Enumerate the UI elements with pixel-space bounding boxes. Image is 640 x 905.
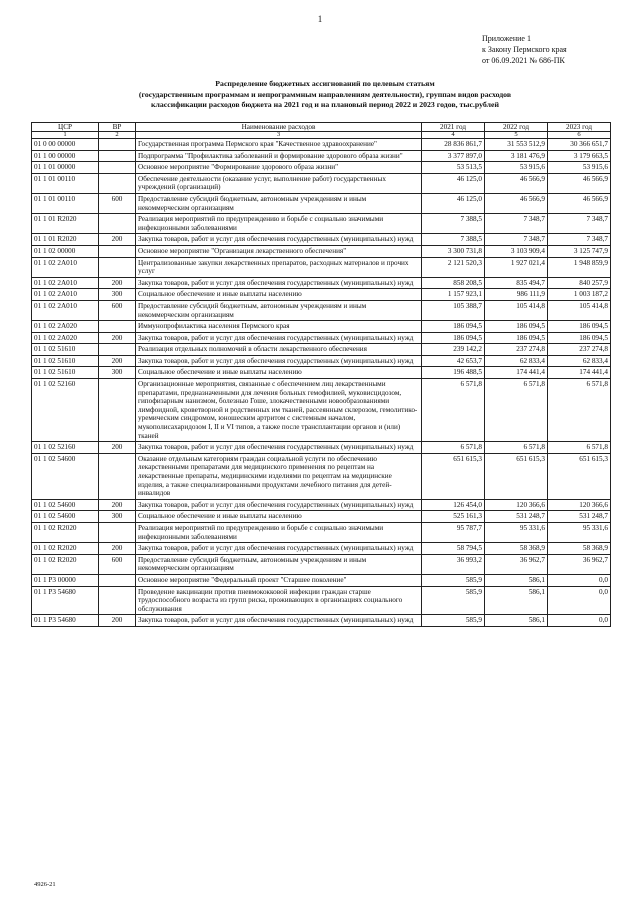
cell-2023: 1 948 859,9 [548,257,611,277]
cell-2022: 31 553 512,9 [485,139,548,151]
cell-2022: 120 366,6 [485,499,548,511]
cell-vr: 300 [99,289,136,301]
cell-2022: 46 566,9 [485,193,548,213]
cell-2023: 1 003 187,2 [548,289,611,301]
cell-name: Социальное обеспечение и иные выплаты населению [136,367,422,379]
cell-vr: 200 [99,355,136,367]
cell-vr: 200 [99,615,136,627]
cell-2022: 586,1 [485,574,548,586]
cell-vr: 600 [99,554,136,574]
header-csr: ЦСР [32,123,99,132]
cell-name: Предоставление субсидий бюджетным, автономным учреждениям и иным некоммерческим организациям [136,193,422,213]
table-row [32,139,611,151]
cell-2021: 186 094,5 [422,321,485,333]
footer-code: 4926-21 [34,881,56,888]
cell-name: Закупка товаров, работ и услуг для обеспечения государственных (муниципальных) нужд [136,355,422,367]
cell-name: Государственная программа Пермского края "Качественное здравоохранение" [136,139,422,151]
cell-2021: 7 388,5 [422,214,485,234]
appendix-line-3: от 06.09.2021 № 686-ПК [482,56,565,65]
cell-name: Обеспечение деятельности (оказание услуг, выполнение работ) государственных учреждений (организаций) [136,173,422,193]
cell-csr: 01 0 00 00000 [32,139,99,151]
cell-csr: 01 1 01 R2020 [32,234,99,246]
cell-2023: 105 414,8 [548,300,611,320]
cell-vr: 300 [99,511,136,523]
cell-2023: 3 125 747,9 [548,245,611,257]
cell-vr: 600 [99,300,136,320]
cell-name: Проведение вакцинации против пневмококковой инфекции граждан старше трудоспособного возраста из групп риска, проживающих в организациях социального обслуживания [136,586,422,615]
cell-2023: 6 571,8 [548,442,611,454]
cell-2022: 651 615,3 [485,453,548,499]
cell-2022: 62 833,4 [485,355,548,367]
cell-vr [99,522,136,542]
header-vr: ВР [99,123,136,132]
cell-2021: 6 571,8 [422,442,485,454]
table-row [32,234,611,246]
col-number-6: 6 [548,132,611,139]
cell-2023: 651 615,3 [548,453,611,499]
table-row [32,289,611,301]
cell-2022: 586,1 [485,615,548,627]
cell-csr: 01 1 01 00000 [32,162,99,174]
cell-2023: 46 566,9 [548,173,611,193]
cell-2021: 126 454,0 [422,499,485,511]
appendix-line-1: Приложение 1 [482,34,531,43]
cell-vr [99,586,136,615]
cell-2022: 46 566,9 [485,173,548,193]
cell-2023: 53 915,6 [548,162,611,174]
cell-2023: 7 348,7 [548,214,611,234]
column-number-row [32,132,611,139]
cell-csr: 01 1 01 00110 [32,173,99,193]
cell-name: Социальное обеспечение и иные выплаты населению [136,511,422,523]
cell-2021: 7 388,5 [422,234,485,246]
table-row [32,321,611,333]
cell-csr: 01 1 02 51610 [32,367,99,379]
table-row [32,379,611,442]
title-line-3: классификации расходов бюджета на 2021 год и на плановый период 2022 и 2023 годов, тыс.рублей [151,100,499,109]
cell-2022: 3 181 476,9 [485,150,548,162]
cell-vr: 200 [99,234,136,246]
cell-csr: 01 1 02 2А010 [32,289,99,301]
cell-2023: 7 348,7 [548,234,611,246]
cell-2022: 835 494,7 [485,277,548,289]
cell-vr [99,453,136,499]
col-number-3: 3 [136,132,422,139]
cell-2022: 586,1 [485,586,548,615]
header-2022: 2022 год [485,123,548,132]
cell-2023: 62 833,4 [548,355,611,367]
cell-name: Централизованные закупки лекарственных препаратов, расходных материалов и прочих услуг [136,257,422,277]
col-number-2: 2 [99,132,136,139]
cell-2023: 186 094,5 [548,332,611,344]
budget-table [31,122,611,627]
cell-2021: 239 142,2 [422,344,485,356]
cell-2021: 28 836 861,7 [422,139,485,151]
cell-name: Подпрограмма "Профилактика заболеваний и формирование здорового образа жизни" [136,150,422,162]
cell-name: Реализация мероприятий по предупреждению и борьбе с социально значимыми инфекционными заболеваниями [136,522,422,542]
cell-2021: 105 388,7 [422,300,485,320]
table-row [32,367,611,379]
cell-name: Закупка товаров, работ и услуг для обеспечения государственных (муниципальных) нужд [136,277,422,289]
cell-name: Реализация мероприятий по предупреждению и борьбе с социально значимыми инфекционными заболеваниями [136,214,422,234]
table-row [32,173,611,193]
cell-2023: 36 962,7 [548,554,611,574]
cell-2022: 58 368,9 [485,543,548,555]
cell-2021: 53 513,5 [422,162,485,174]
cell-2022: 237 274,8 [485,344,548,356]
col-number-4: 4 [422,132,485,139]
cell-2021: 585,9 [422,574,485,586]
cell-2021: 196 488,5 [422,367,485,379]
cell-vr [99,379,136,442]
cell-csr: 01 1 02 51610 [32,355,99,367]
cell-name: Закупка товаров, работ и услуг для обеспечения государственных (муниципальных) нужд [136,234,422,246]
col-number-1: 1 [32,132,99,139]
cell-name: Закупка товаров, работ и услуг для обеспечения государственных (муниципальных) нужд [136,442,422,454]
cell-vr: 200 [99,543,136,555]
table-row [32,355,611,367]
cell-vr [99,162,136,174]
cell-2021: 651 615,3 [422,453,485,499]
cell-2022: 6 571,8 [485,442,548,454]
cell-2021: 585,9 [422,586,485,615]
table-row [32,586,611,615]
cell-name: Социальное обеспечение и иные выплаты населению [136,289,422,301]
cell-2022: 1 927 021,4 [485,257,548,277]
col-number-5: 5 [485,132,548,139]
cell-csr: 01 1 00 00000 [32,150,99,162]
cell-2023: 58 368,9 [548,543,611,555]
cell-name: Предоставление субсидий бюджетным, автономным учреждениям и иным некоммерческим организациям [136,554,422,574]
cell-name: Закупка товаров, работ и услуг для обеспечения государственных (муниципальных) нужд [136,332,422,344]
cell-vr: 300 [99,367,136,379]
cell-2021: 58 794,5 [422,543,485,555]
cell-2023: 0,0 [548,615,611,627]
cell-name: Закупка товаров, работ и услуг для обеспечения государственных (муниципальных) нужд [136,543,422,555]
document-title [90,79,560,111]
cell-2023: 840 257,9 [548,277,611,289]
cell-2023: 95 331,6 [548,522,611,542]
cell-2021: 46 125,0 [422,173,485,193]
cell-vr [99,574,136,586]
cell-vr: 200 [99,277,136,289]
cell-2023: 30 366 651,7 [548,139,611,151]
header-2021: 2021 год [422,123,485,132]
table-row [32,332,611,344]
cell-2021: 585,9 [422,615,485,627]
cell-name: Предоставление субсидий бюджетным, автономным учреждениям и иным некоммерческим организациям [136,300,422,320]
cell-csr: 01 1 02 R2020 [32,554,99,574]
cell-vr [99,321,136,333]
cell-2022: 53 915,6 [485,162,548,174]
cell-csr: 01 1 02 R2020 [32,543,99,555]
header-name: Наименование расходов [136,123,422,132]
cell-name: Организационные мероприятия, связанные с обеспечением лиц лекарственными препаратами, предназначенными для лечения больных гемофилией, муковисцидозом, гипофизарным нанизмом, болезнью Гоше, злокачественными новообразованиями лимфоидной, кроветворной и родственных им тканей, рассеянным склерозом, гемолитико-уремическим синдромом, юношеским артритом с системным началом, мукополисахаридозом I, II и VI типов, а также после трансплантации органов и (или) тканей [136,379,422,442]
cell-csr: 01 1 01 00110 [32,193,99,213]
cell-2022: 7 348,7 [485,214,548,234]
cell-2022: 6 571,8 [485,379,548,442]
cell-csr: 01 1 02 2А010 [32,277,99,289]
cell-name: Иммунопрофилактика населения Пермского края [136,321,422,333]
cell-vr [99,150,136,162]
cell-2022: 36 962,7 [485,554,548,574]
header-2023: 2023 год [548,123,611,132]
cell-name: Основное мероприятие "Формирование здорового образа жизни" [136,162,422,174]
cell-csr: 01 1 01 R2020 [32,214,99,234]
table-row [32,522,611,542]
cell-2022: 3 103 909,4 [485,245,548,257]
appendix-block [482,33,567,66]
cell-csr: 01 1 02 2А020 [32,332,99,344]
table-row [32,214,611,234]
cell-csr: 01 1 02 R2020 [32,522,99,542]
table-row [32,554,611,574]
cell-csr: 01 1 02 2А010 [32,257,99,277]
cell-2021: 36 993,2 [422,554,485,574]
appendix-line-2: к Закону Пермского края [482,45,567,54]
cell-2022: 186 094,5 [485,321,548,333]
cell-name: Основное мероприятие "Федеральный проект "Старшее поколение" [136,574,422,586]
cell-2022: 105 414,8 [485,300,548,320]
table-row [32,574,611,586]
cell-vr [99,245,136,257]
table-row [32,257,611,277]
cell-vr [99,139,136,151]
cell-name: Оказание отдельным категориям граждан социальной услуги по обеспечению лекарственными препаратами для медицинского применения по рецептам на лекарственные препараты, медицинскими изделиями по рецептам на медицинские изделия, а также специализированными продуктами лечебного питания для детей-инвалидов [136,453,422,499]
cell-2021: 525 161,3 [422,511,485,523]
cell-2022: 95 331,6 [485,522,548,542]
table-row [32,245,611,257]
title-line-1: Распределение бюджетных ассигнований по целевым статьям [215,79,435,88]
table-row [32,300,611,320]
cell-2023: 186 094,5 [548,321,611,333]
cell-2021: 858 208,5 [422,277,485,289]
cell-vr: 200 [99,499,136,511]
cell-csr: 01 1 02 52160 [32,442,99,454]
cell-2021: 46 125,0 [422,193,485,213]
table-row [32,543,611,555]
cell-2022: 186 094,5 [485,332,548,344]
cell-2021: 42 653,7 [422,355,485,367]
cell-csr: 01 1 02 2А010 [32,300,99,320]
table-row [32,499,611,511]
cell-name: Основное мероприятие "Организация лекарственного обеспечения" [136,245,422,257]
cell-name: Реализация отдельных полномочий в области лекарственного обеспечения [136,344,422,356]
cell-name: Закупка товаров, работ и услуг для обеспечения государственных (муниципальных) нужд [136,615,422,627]
cell-csr: 01 1 P3 54680 [32,615,99,627]
cell-csr: 01 1 02 54600 [32,511,99,523]
table-row [32,162,611,174]
cell-2023: 46 566,9 [548,193,611,213]
cell-csr: 01 1 02 00000 [32,245,99,257]
page-number: 1 [317,14,323,24]
table-row [32,615,611,627]
table-row [32,344,611,356]
table-row [32,150,611,162]
cell-2022: 174 441,4 [485,367,548,379]
cell-vr: 200 [99,442,136,454]
cell-vr: 200 [99,332,136,344]
cell-2023: 531 248,7 [548,511,611,523]
cell-2023: 120 366,6 [548,499,611,511]
cell-2023: 174 441,4 [548,367,611,379]
cell-csr: 01 1 P3 00000 [32,574,99,586]
cell-2021: 3 377 897,0 [422,150,485,162]
cell-csr: 01 1 02 2А020 [32,321,99,333]
header-row [32,123,611,132]
table-row [32,442,611,454]
cell-vr [99,173,136,193]
cell-csr: 01 1 02 54600 [32,453,99,499]
cell-vr [99,214,136,234]
cell-2023: 6 571,8 [548,379,611,442]
cell-2022: 531 248,7 [485,511,548,523]
cell-csr: 01 1 02 52160 [32,379,99,442]
cell-2023: 0,0 [548,586,611,615]
cell-csr: 01 1 P3 54680 [32,586,99,615]
table-row [32,511,611,523]
cell-2023: 3 179 663,5 [548,150,611,162]
table-row [32,453,611,499]
cell-2021: 2 121 520,3 [422,257,485,277]
cell-csr: 01 1 02 51610 [32,344,99,356]
cell-2021: 95 787,7 [422,522,485,542]
table-row [32,277,611,289]
cell-2022: 986 111,9 [485,289,548,301]
cell-vr [99,257,136,277]
cell-2023: 0,0 [548,574,611,586]
table-row [32,193,611,213]
cell-2023: 237 274,8 [548,344,611,356]
cell-vr: 600 [99,193,136,213]
cell-2021: 6 571,8 [422,379,485,442]
cell-name: Закупка товаров, работ и услуг для обеспечения государственных (муниципальных) нужд [136,499,422,511]
cell-2021: 186 094,5 [422,332,485,344]
cell-2021: 3 300 731,8 [422,245,485,257]
cell-csr: 01 1 02 54600 [32,499,99,511]
cell-2021: 1 157 923,1 [422,289,485,301]
cell-2022: 7 348,7 [485,234,548,246]
title-line-2: (государственным программам и непрограммным направлениям деятельности), группам видов расходов [138,89,512,99]
cell-vr [99,344,136,356]
